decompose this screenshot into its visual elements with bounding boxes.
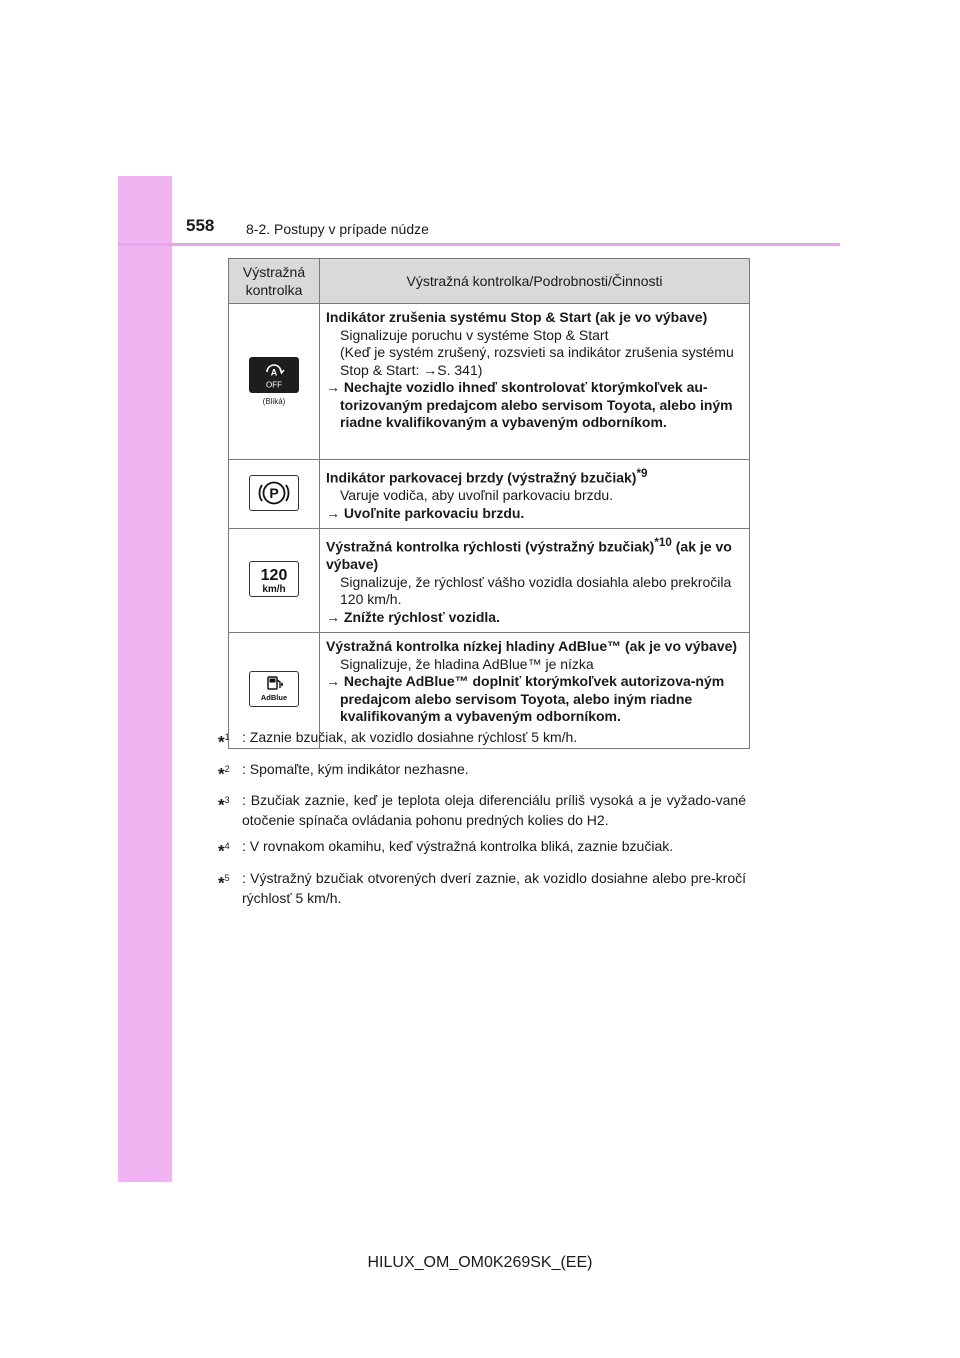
svg-text:P: P <box>269 484 279 501</box>
warning-description: (Keď je systém zrušený, rozsvieti sa indikátor zrušenia systému Stop & Start: →S. 341) <box>340 344 734 378</box>
warning-description: Varuje vodiča, aby uvoľnil parkovaciu brzdu. <box>340 487 614 504</box>
blinking-note: (Bliká) <box>262 397 286 406</box>
warning-description-cell <box>320 304 750 460</box>
footnote: *$^3$ : Bzučiak zaznie, keď je teplota oleja diferenciálu príliš vysoká a je vyžado-vané otočenie spínača ovládania pohonu predných kolies do H2. <box>218 792 746 829</box>
footnote: *$^5$ : Výstražný bzučiak otvorených dverí zaznie, ak vozidlo dosiahne alebo pre-kročí rýchlosť 5 km/h. <box>218 869 746 906</box>
parking-brake-icon <box>249 475 299 511</box>
side-color-band <box>118 176 172 1182</box>
warning-action: → Znížte rýchlosť vozidla. <box>326 608 500 625</box>
warning-action: → Nechajte AdBlue™ doplniť ktorýmkoľvek autorizova-ným predajcom alebo servisom Toyota, alebo iným riadne kvalifikovaným a vybaveným odborníkom. <box>326 673 725 725</box>
warning-action: → Nechajte vozidlo ihneď skontrolovať ktorýmkoľvek au-torizovaným predajcom alebo servisom Toyota, alebo iným riadne kvalifikovaným a vybaveným odborníkom. <box>326 379 733 430</box>
speed-warning-icon <box>249 561 299 597</box>
document-code: HILUX_OM_OM0K269SK_(EE) <box>367 1254 593 1271</box>
warning-light-cell <box>229 460 320 529</box>
column-header-details: Výstražná kontrolka/Podrobnosti/Činnosti <box>320 259 750 304</box>
table-row <box>229 460 750 529</box>
footnote: *$^4$ : V rovnakom okamihu, keď výstražná kontrolka bliká, zaznie bzučiak. <box>218 836 746 862</box>
warning-title: Indikátor zrušenia systému Stop & Start (ak je vo výbave) <box>326 309 708 325</box>
column-header-light: Výstražná kontrolka <box>229 259 320 304</box>
warning-light-cell <box>229 529 320 633</box>
svg-text:OFF: OFF <box>266 380 282 390</box>
svg-text:120: 120 <box>260 567 288 585</box>
warning-light-cell <box>229 304 320 460</box>
header-rule <box>118 243 840 246</box>
footnote-text: : Spomaľte, kým indikátor nezhasne. <box>242 760 469 777</box>
footnote-text: : V rovnakom okamihu, keď výstražná kontrolka bliká, zaznie bzučiak. <box>242 838 674 855</box>
footnote-text: : Zaznie bzučiak, ak vozidlo dosiahne rýchlosť 5 km/h. <box>242 729 578 745</box>
warning-title: Výstražná kontrolka rýchlosti (výstražný bzučiak)$^{*10}$ (ak je vo výbave) <box>326 536 732 573</box>
warning-title: Výstražná kontrolka nízkej hladiny AdBlue™ (ak je vo výbave) <box>326 638 738 655</box>
warning-description-cell <box>320 460 750 529</box>
warning-description-cell <box>320 529 750 633</box>
warning-description: Signalizuje poruchu v systéme Stop & Start <box>340 326 609 343</box>
footnote: *$^1$ : Zaznie bzučiak, ak vozidlo dosiahne rýchlosť 5 km/h. <box>218 727 746 753</box>
svg-text:km/h: km/h <box>262 584 286 596</box>
footnote-text: : Bzučiak zaznie, keď je teplota oleja diferenciálu príliš vysoká a je vyžado-vané otočenie spínača ovládania pohonu predných kolies do H2. <box>242 792 746 829</box>
svg-text:AdBlue: AdBlue <box>260 693 288 703</box>
page-number: 558 <box>186 216 215 235</box>
warning-description: Signalizuje, že hladina AdBlue™ je nízka <box>340 655 594 672</box>
footnotes <box>218 727 746 914</box>
warning-light-table <box>228 258 750 749</box>
table-row <box>229 529 750 633</box>
warning-action: → Uvoľnite parkovaciu brzdu. <box>326 504 525 521</box>
warning-title: Indikátor parkovacej brzdy (výstražný bzučiak)$^{*9}$ <box>326 467 648 486</box>
footnote-text: : Výstražný bzučiak otvorených dverí zaznie, ak vozidlo dosiahne alebo pre-kročí rýchlosť 5 km/h. <box>242 869 746 906</box>
svg-text:A: A <box>270 367 278 378</box>
table-header-row <box>229 259 750 304</box>
adblue-icon <box>249 671 299 707</box>
auto-stop-start-off-icon <box>249 357 299 393</box>
footnote: *$^2$ : Spomaľte, kým indikátor nezhasne. <box>218 759 746 785</box>
table-row <box>229 304 750 460</box>
warning-description: Signalizuje, že rýchlosť vášho vozidla dosiahla alebo prekročila 120 km/h. <box>340 573 732 608</box>
section-title: 8-2. Postupy v prípade núdze <box>246 221 429 237</box>
